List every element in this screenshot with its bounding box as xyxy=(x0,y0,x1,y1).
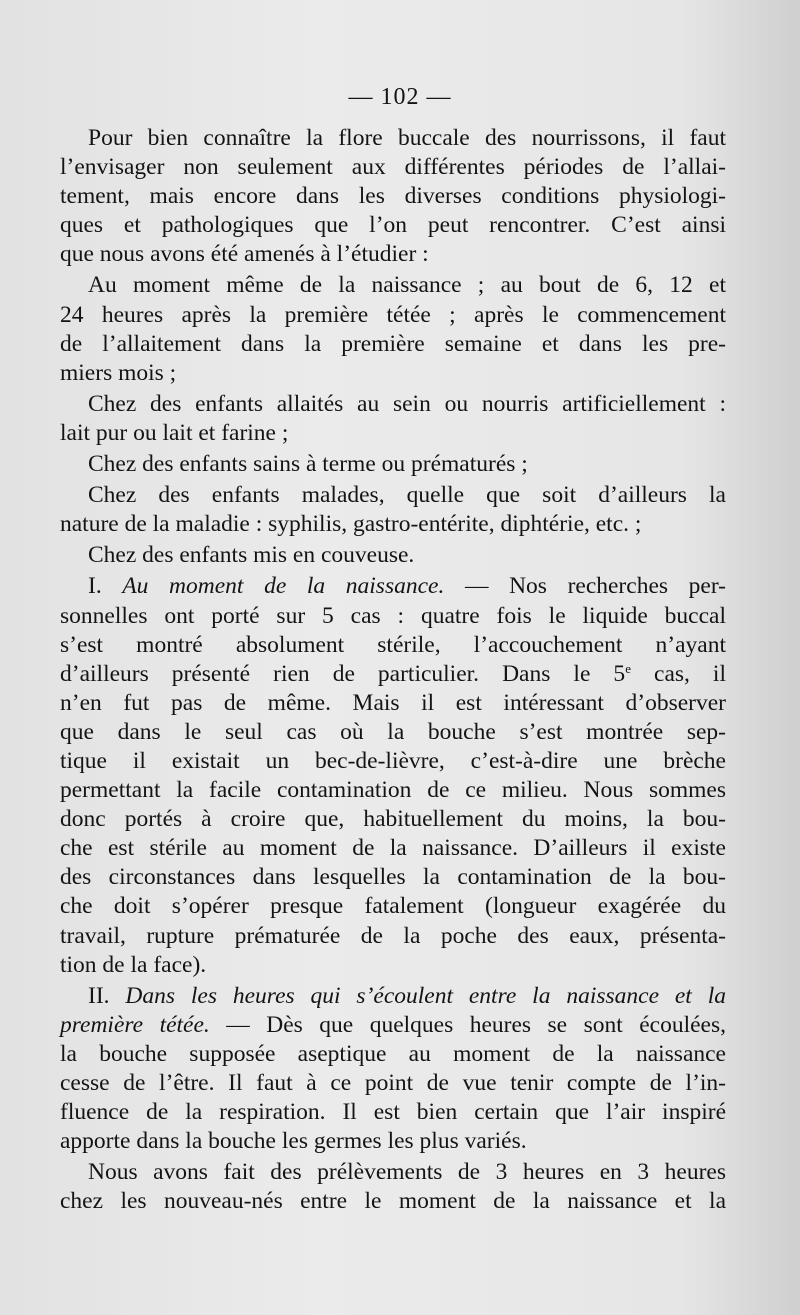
text-line xyxy=(60,718,726,747)
text-line xyxy=(60,1187,726,1216)
text-run: chez les nouveau-nés entre le moment de la naissance et la xyxy=(60,1188,726,1215)
text-run: cesse de l’être. Il faut à ce point de vue tenir compte de l’in- xyxy=(60,1070,726,1096)
text-run: tique il existait un bec-de-lièvre, c’est-à-dire une brèche xyxy=(60,747,726,774)
text-line xyxy=(60,1040,726,1069)
text-run: que nous avons été amenés à l’étudier : xyxy=(60,241,429,268)
text-run: miers mois ; xyxy=(60,359,177,386)
italic-heading: Dans les heures qui s’écoulent entre la naissance et la xyxy=(125,982,726,1009)
text-line xyxy=(60,301,726,330)
text-line xyxy=(60,450,726,479)
text-line xyxy=(60,211,726,240)
text-line xyxy=(60,481,726,510)
text-line xyxy=(60,631,726,660)
text-run: Au moment même de la naissance ; au bout de 6, 12 et xyxy=(88,272,726,299)
text-line xyxy=(60,124,726,153)
text-line xyxy=(60,951,726,980)
text-run: — Dès que quelques heures se sont écoulées, xyxy=(209,1011,726,1038)
text-run: I. xyxy=(88,573,123,600)
text-line xyxy=(60,1158,726,1187)
text-line xyxy=(60,182,726,211)
text-run: che doit s’opérer presque fatalement (longueur exagérée du xyxy=(60,893,726,920)
text-line xyxy=(60,240,726,269)
text-line xyxy=(60,153,726,182)
text-run: — Nos recherches per- xyxy=(444,573,726,600)
text-run: sonnelles ont porté sur 5 cas : quatre fois le liquide buccal xyxy=(60,602,726,629)
text-line xyxy=(60,1069,726,1098)
text-line xyxy=(60,271,726,300)
text-run: la bouche supposée aseptique au moment de la naissance xyxy=(60,1040,726,1067)
text-run: travail, rupture prématurée de la poche des eaux, présenta- xyxy=(60,922,726,949)
text-line xyxy=(60,390,726,419)
text-run: che est stérile au moment de la naissance. D’ailleurs il existe xyxy=(60,835,726,862)
text-run: nature de la maladie : syphilis, gastro-entérite, diphtérie, etc. ; xyxy=(60,511,642,538)
text-line xyxy=(60,572,726,601)
text-line xyxy=(60,541,726,570)
italic-heading: Au moment de la naissance. xyxy=(122,573,445,600)
text-run: s’est montré absolument stérile, l’accouchement n’ayant xyxy=(60,631,726,658)
text-run: permettant la facile contamination de ce milieu. Nous sommes xyxy=(60,777,726,804)
text-line xyxy=(60,689,726,718)
text-run: lait pur ou lait et farine ; xyxy=(60,419,289,446)
text-run: ques et pathologiques que l’on peut rencontrer. C’est ainsi xyxy=(60,212,726,239)
text-run: l’envisager non seulement aux différentes périodes de l’allai- xyxy=(60,154,726,181)
text-run: Chez des enfants allaités au sein ou nourris artificiellement : xyxy=(88,390,726,417)
text-run: que dans le seul cas où la bouche s’est montrée sep- xyxy=(60,718,726,745)
body-text xyxy=(60,124,726,1216)
text-run: Pour bien connaître la flore buccale des nourrissons, il faut xyxy=(88,125,726,151)
text-run: apporte dans la bouche les germes les plus variés. xyxy=(60,1128,527,1155)
text-run: d’ailleurs présenté rien de particulier. Dans le 5 xyxy=(60,660,626,687)
text-run: Chez des enfants malades, quelle que soit d’ailleurs la xyxy=(88,482,726,509)
page-number: — 102 — xyxy=(348,84,452,110)
text-line xyxy=(60,510,726,539)
text-run: tement, mais encore dans les diverses conditions physiologi- xyxy=(60,183,726,210)
text-run: n’en fut pas de même. Mais il est intéressant d’observer xyxy=(60,689,726,716)
text-run: donc portés à croire que, habituellement du moins, la bou- xyxy=(60,806,726,833)
text-line xyxy=(60,747,726,776)
text-line xyxy=(60,805,726,834)
text-run: fluence de la respiration. Il est bien certain que l’air inspiré xyxy=(60,1099,726,1126)
text-run: Chez des enfants mis en couveuse. xyxy=(88,542,415,569)
text-run: Nous avons fait des prélèvements de 3 heures en 3 heures xyxy=(88,1159,726,1186)
text-line xyxy=(60,982,726,1011)
text-line xyxy=(60,892,726,921)
text-line xyxy=(60,419,726,448)
text-line xyxy=(60,922,726,951)
text-run: tion de la face). xyxy=(60,951,207,978)
text-run: de l’allaitement dans la première semaine et dans les pre- xyxy=(60,330,726,357)
superscript: e xyxy=(625,660,631,676)
text-line xyxy=(60,660,726,689)
text-line xyxy=(60,1011,726,1040)
text-line xyxy=(60,330,726,359)
text-line xyxy=(60,834,726,863)
text-line xyxy=(60,863,726,892)
text-line xyxy=(60,602,726,631)
text-run: 24 heures après la première tétée ; après le commencement xyxy=(60,301,726,328)
text-run: II. xyxy=(88,982,126,1009)
text-run: Chez des enfants sains à terme ou prématurés ; xyxy=(88,451,528,478)
italic-heading: première tétée. xyxy=(60,1011,210,1038)
text-run: cas, il xyxy=(630,660,726,687)
text-line xyxy=(60,359,726,388)
text-run: des circonstances dans lesquelles la contamination de la bou- xyxy=(60,864,726,891)
text-line xyxy=(60,776,726,805)
text-line xyxy=(60,1098,726,1127)
text-line xyxy=(60,1127,726,1156)
